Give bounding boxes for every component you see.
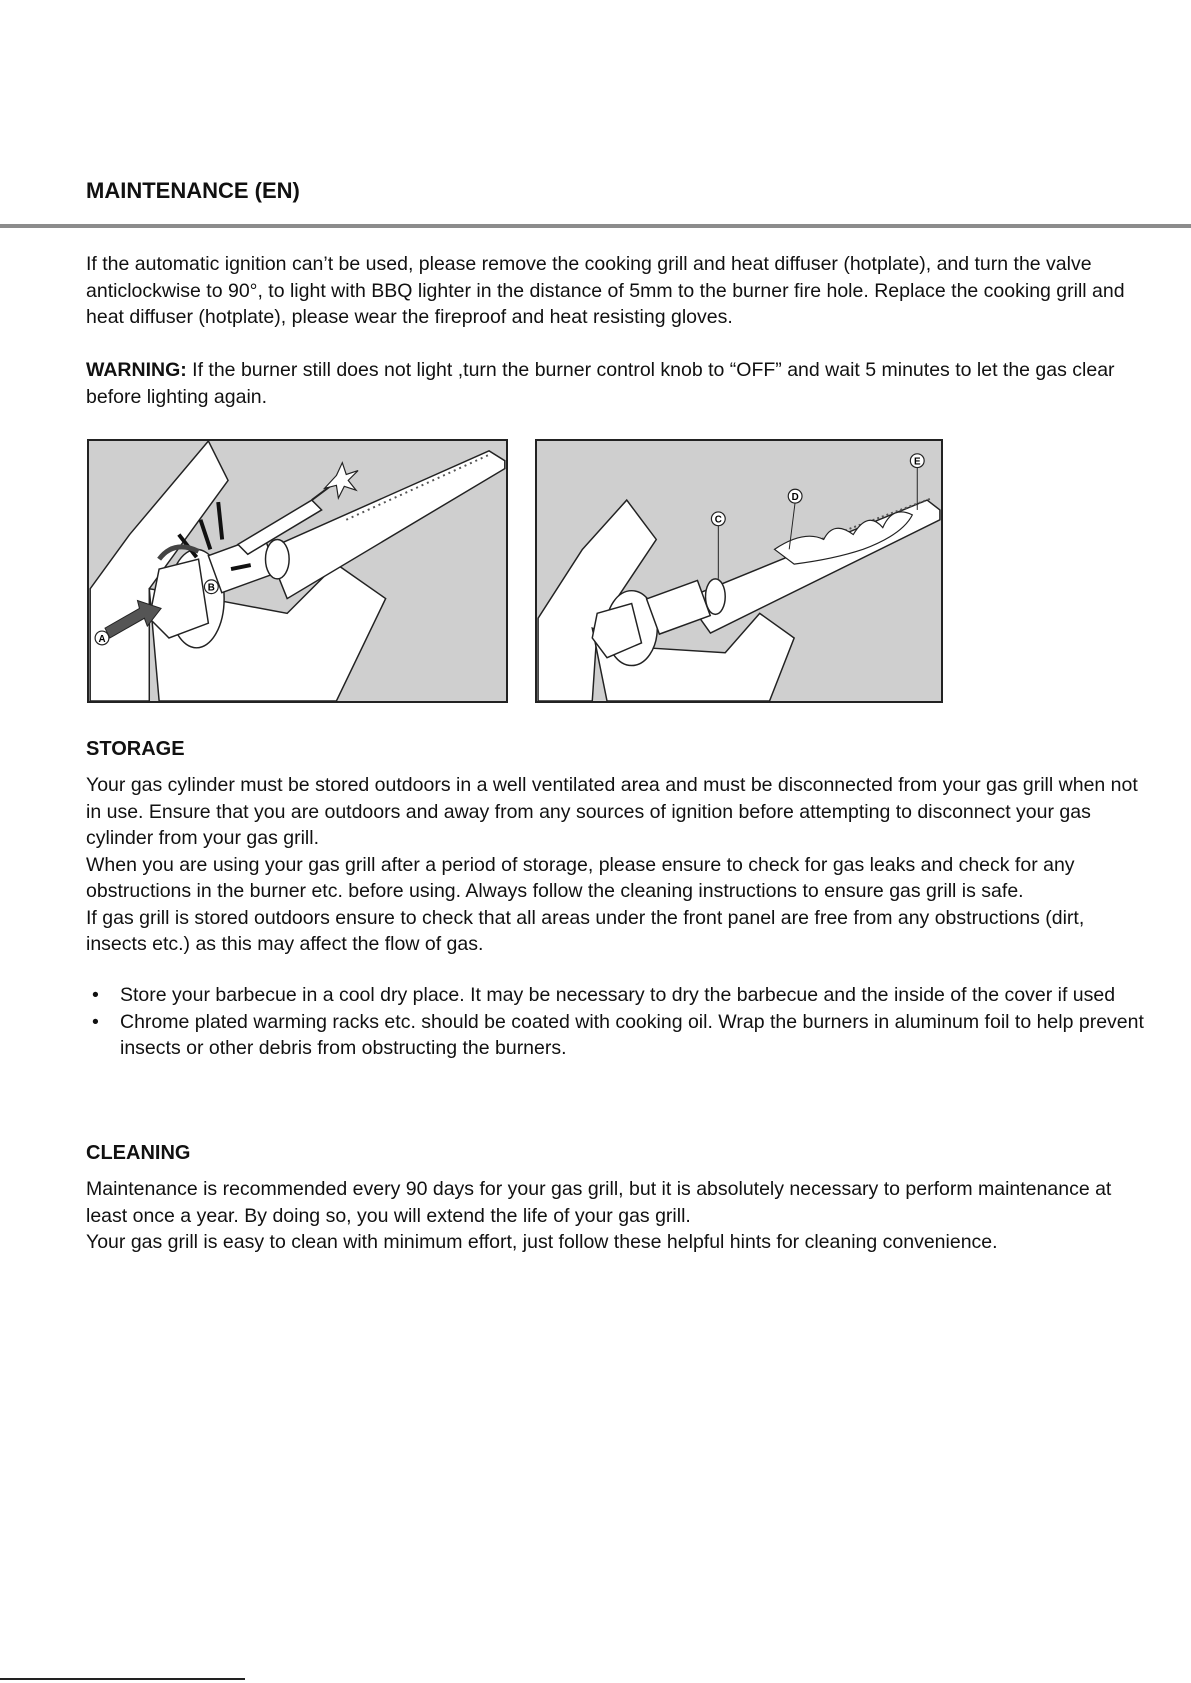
warning-paragraph bbox=[86, 357, 1146, 410]
burner-flame-illustration bbox=[535, 439, 943, 703]
cleaning-paragraph: Maintenance is recommended every 90 days for your gas grill, but it is absolutely necessary to perform maintenance at least once a year. By doing so, you will extend the life of your gas grill. bbox=[86, 1178, 1112, 1227]
burner-flame-drawing bbox=[537, 441, 941, 701]
storage-paragraph: If gas grill is stored outdoors ensure to check that all areas under the front panel are free from any obstructions (dirt, insects etc.) as this may affect the flow of gas. bbox=[86, 906, 1085, 955]
storage-body bbox=[86, 772, 1146, 958]
manual-lighting-illustration bbox=[87, 439, 508, 703]
page-title: MAINTENANCE (EN) bbox=[86, 178, 300, 203]
storage-paragraph: Your gas cylinder must be stored outdoors in a well ventilated area and must be disconnected from your gas grill when not in use. Ensure that you are outdoors and away from any sources of ignition before attempting to disconnect your gas cylinder from your gas grill. bbox=[86, 774, 1138, 849]
storage-paragraph: When you are using your gas grill after a period of storage, please ensure to check for gas leaks and check for any obstructions in the burner etc. before using. Always follow the cleaning instructions to ensure gas grill is safe. bbox=[86, 853, 1075, 902]
header-divider bbox=[0, 224, 1191, 228]
warning-text: If the burner still does not light ,turn the burner control knob to “OFF” and wait 5 minutes to let the gas clear before lighting again. bbox=[86, 359, 1115, 408]
storage-bullet-list bbox=[86, 982, 1146, 1062]
callout-a: A bbox=[98, 633, 106, 645]
callout-d: D bbox=[791, 492, 799, 504]
callout-c: C bbox=[714, 514, 722, 526]
list-item: • Store your barbecue in a cool dry place. It may be necessary to dry the barbecue and the inside of the cover if used bbox=[86, 982, 1146, 1009]
cleaning-body bbox=[86, 1176, 1146, 1256]
callout-b: B bbox=[207, 582, 215, 594]
ignition-paragraph: If the automatic ignition can’t be used, please remove the cooking grill and heat diffuser (hotplate), and turn the valve anticlockwise to 90°, to light with BBQ lighter in the distance of 5mm to the burner fire hole. Replace the cooking grill and heat diffuser (hotplate), please wear the fireproof and heat resisting gloves. bbox=[86, 253, 1125, 328]
warning-label: WARNING: bbox=[86, 359, 187, 381]
manual-lighting-drawing bbox=[89, 441, 506, 701]
list-item: • Chrome plated warming racks etc. should be coated with cooking oil. Wrap the burners in aluminum foil to help prevent insects or other debris from obstructing the burners. bbox=[86, 1009, 1146, 1062]
callout-e: E bbox=[913, 456, 921, 468]
storage-heading: STORAGE bbox=[86, 738, 185, 760]
cleaning-paragraph: Your gas grill is easy to clean with minimum effort, just follow these helpful hints for cleaning convenience. bbox=[86, 1231, 998, 1253]
footer-line bbox=[0, 1678, 245, 1680]
cleaning-heading: CLEANING bbox=[86, 1142, 191, 1164]
